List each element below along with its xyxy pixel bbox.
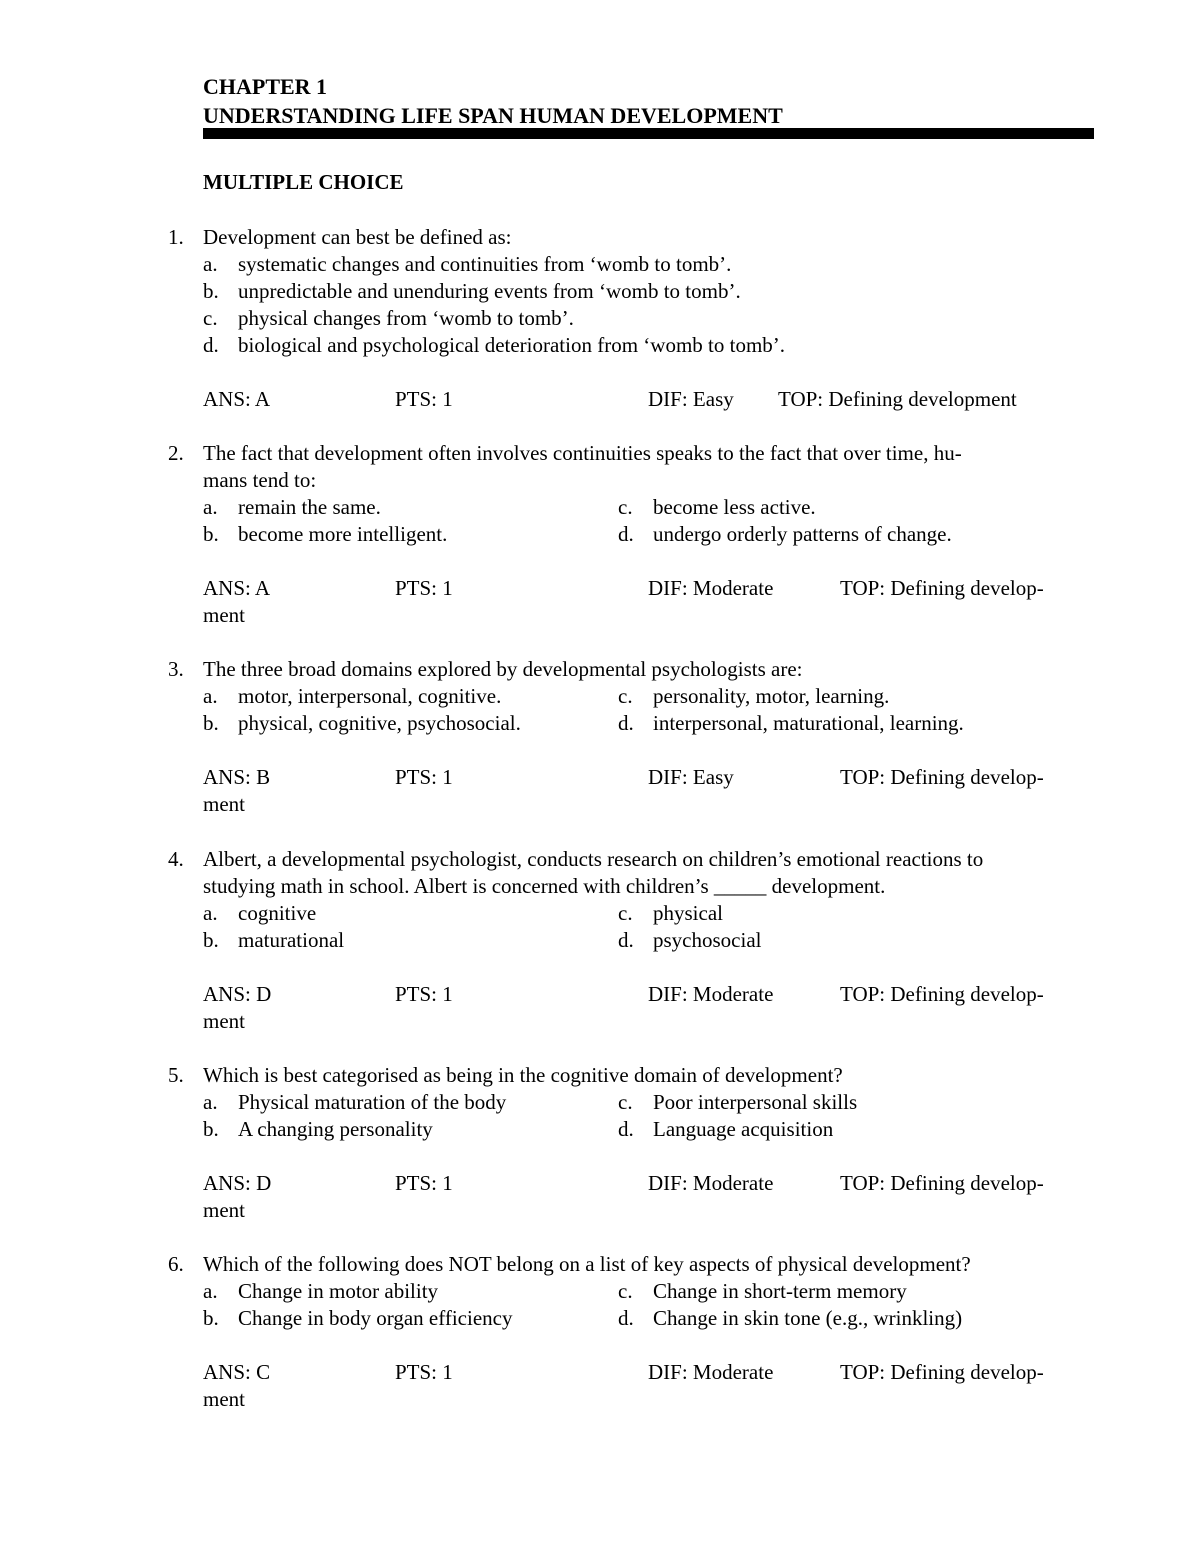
option-text: remain the same. — [238, 495, 381, 519]
option-text: undergo orderly patterns of change. — [653, 522, 952, 546]
topic: TOP: Defining develop- — [840, 1360, 1044, 1384]
question-stem-line: The fact that development often involves continuities speaks to the fact that over time, hu- — [203, 441, 962, 465]
option-letter: b. — [203, 1306, 219, 1330]
chapter-number: CHAPTER 1 — [203, 74, 328, 99]
topic-continuation: ment — [203, 1009, 245, 1033]
points: PTS: 1 — [395, 576, 453, 600]
option-letter: a. — [203, 495, 218, 519]
option-text: Change in short-term memory — [653, 1279, 907, 1303]
topic: TOP: Defining development — [778, 387, 1017, 411]
option-text: Change in motor ability — [238, 1279, 439, 1303]
question-stem-line: Development can best be defined as: — [203, 225, 512, 249]
question-stem — [203, 224, 1083, 251]
question-stem-line: studying math in school. Albert is concerned with children’s _____ development. — [203, 874, 886, 898]
option-text: Change in skin tone (e.g., wrinkling) — [653, 1306, 963, 1330]
points: PTS: 1 — [395, 387, 453, 411]
option-letter: d. — [618, 711, 634, 735]
answer-key: ANS: B — [203, 765, 271, 789]
question-stem-line: Which of the following does NOT belong on a list of key aspects of physical development? — [203, 1252, 971, 1276]
option-letter: c. — [618, 684, 633, 708]
option-letter: d. — [618, 928, 634, 952]
topic: TOP: Defining develop- — [840, 576, 1044, 600]
question-number: 3. — [168, 657, 184, 681]
option-text: become more intelligent. — [238, 522, 448, 546]
topic: TOP: Defining develop- — [840, 982, 1044, 1006]
option-text: cognitive — [238, 901, 317, 925]
answer-key: ANS: A — [203, 576, 271, 600]
answer-key: ANS: A — [203, 387, 271, 411]
difficulty: DIF: Moderate — [648, 982, 774, 1006]
option-letter: c. — [618, 495, 633, 519]
difficulty: DIF: Moderate — [648, 1360, 774, 1384]
difficulty: DIF: Moderate — [648, 1171, 774, 1195]
option-letter: c. — [203, 306, 218, 330]
option-letter: d. — [618, 1306, 634, 1330]
question-stem-line: Which is best categorised as being in the cognitive domain of development? — [203, 1063, 843, 1087]
answer-key: ANS: C — [203, 1360, 271, 1384]
chapter-title: UNDERSTANDING LIFE SPAN HUMAN DEVELOPMENT — [203, 103, 783, 128]
option-letter: b. — [203, 1117, 219, 1141]
option-text: physical, cognitive, psychosocial. — [238, 711, 521, 735]
option-text: Physical maturation of the body — [238, 1090, 507, 1114]
option-letter: b. — [203, 711, 219, 735]
question-number: 5. — [168, 1063, 184, 1087]
topic: TOP: Defining develop- — [840, 1171, 1044, 1195]
question-stem-line: The three broad domains explored by developmental psychologists are: — [203, 657, 803, 681]
points: PTS: 1 — [395, 765, 453, 789]
topic-continuation: ment — [203, 1198, 245, 1222]
question-stem-line: Albert, a developmental psychologist, conducts research on children’s emotional reactions to — [203, 847, 984, 871]
difficulty: DIF: Easy — [648, 387, 734, 411]
topic-continuation: ment — [203, 603, 245, 627]
question-number: 6. — [168, 1252, 184, 1276]
answer-key: ANS: D — [203, 982, 272, 1006]
option-text: psychosocial — [653, 928, 762, 952]
option-letter: b. — [203, 279, 219, 303]
points: PTS: 1 — [395, 982, 453, 1006]
question-stem — [203, 440, 1083, 494]
option-letter: d. — [618, 1117, 634, 1141]
question-number: 1. — [168, 225, 184, 249]
option-letter: c. — [618, 1279, 633, 1303]
option-text: physical — [653, 901, 723, 925]
option-text: Language acquisition — [653, 1117, 834, 1141]
question-stem — [203, 1251, 1083, 1278]
option-letter: a. — [203, 1090, 218, 1114]
option-letter: b. — [203, 522, 219, 546]
option-text: Poor interpersonal skills — [653, 1090, 858, 1114]
option-letter: b. — [203, 928, 219, 952]
option-text: Change in body organ efficiency — [238, 1306, 513, 1330]
option-text: systematic changes and continuities from ‘womb to tomb’. — [238, 252, 732, 276]
option-text: A changing personality — [238, 1117, 433, 1141]
difficulty: DIF: Moderate — [648, 576, 774, 600]
option-text: physical changes from ‘womb to tomb’. — [238, 306, 574, 330]
option-letter: a. — [203, 252, 218, 276]
option-letter: c. — [618, 1090, 633, 1114]
question-number: 2. — [168, 441, 184, 465]
points: PTS: 1 — [395, 1171, 453, 1195]
topic-continuation: ment — [203, 792, 245, 816]
option-text: interpersonal, maturational, learning. — [653, 711, 964, 735]
option-text: maturational — [238, 928, 345, 952]
topic-continuation: ment — [203, 1387, 245, 1411]
option-letter: a. — [203, 684, 218, 708]
points: PTS: 1 — [395, 1360, 453, 1384]
option-text: biological and psychological deterioration from ‘womb to tomb’. — [238, 333, 786, 357]
option-letter: a. — [203, 901, 218, 925]
question-stem — [203, 846, 1083, 900]
option-text: personality, motor, learning. — [653, 684, 890, 708]
question-stem-line: mans tend to: — [203, 468, 317, 492]
section-heading: MULTIPLE CHOICE — [203, 170, 404, 194]
option-text: motor, interpersonal, cognitive. — [238, 684, 502, 708]
option-letter: d. — [618, 522, 634, 546]
option-text: become less active. — [653, 495, 816, 519]
question-stem — [203, 1062, 1083, 1089]
answer-key: ANS: D — [203, 1171, 272, 1195]
title-rule — [203, 128, 1094, 139]
option-letter: a. — [203, 1279, 218, 1303]
question-stem — [203, 656, 1083, 683]
option-text: unpredictable and unenduring events from ‘womb to tomb’. — [238, 279, 741, 303]
difficulty: DIF: Easy — [648, 765, 734, 789]
question-number: 4. — [168, 847, 184, 871]
topic: TOP: Defining develop- — [840, 765, 1044, 789]
option-letter: c. — [618, 901, 633, 925]
option-letter: d. — [203, 333, 219, 357]
